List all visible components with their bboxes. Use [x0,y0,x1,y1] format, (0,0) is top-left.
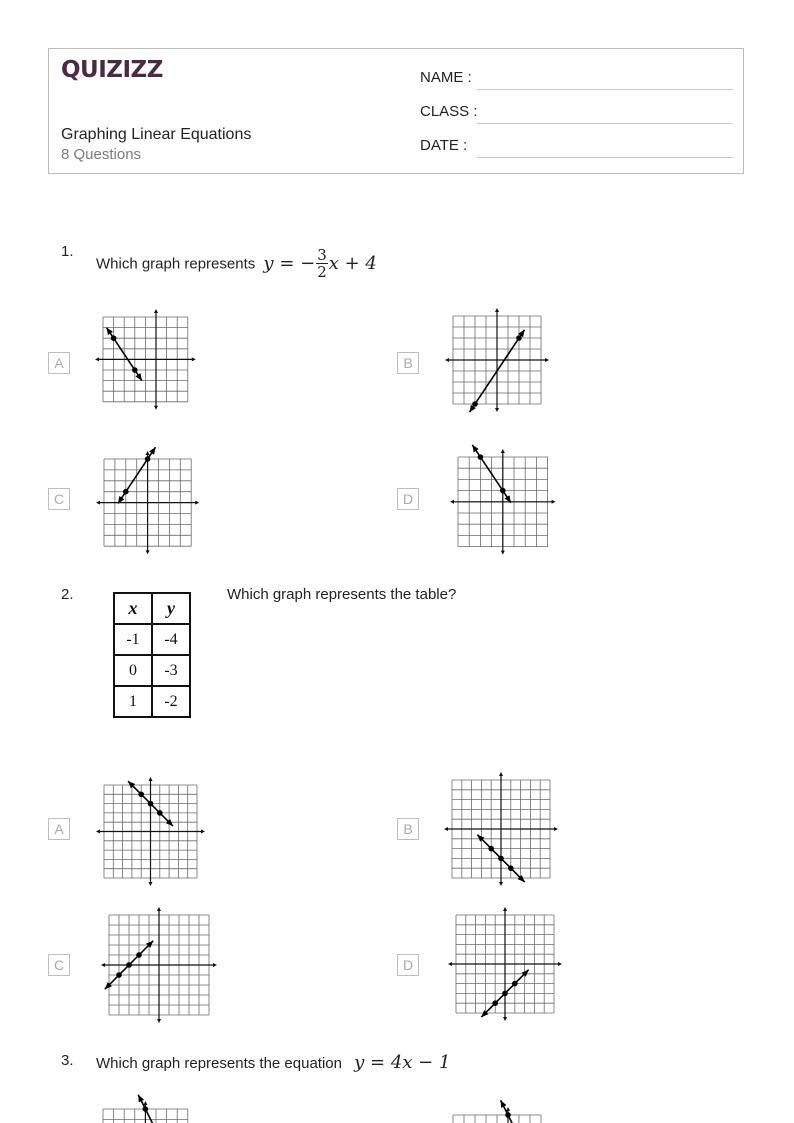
plotted-point [143,1106,149,1112]
equation-fraction [316,247,328,280]
q1-graph-d[interactable] [442,441,564,563]
q2-graph-a[interactable] [88,769,213,894]
graph-grid [444,772,558,886]
q1-option-c[interactable]: C [48,488,70,510]
line-arrowhead [135,373,141,380]
y-axis-arrow [149,882,153,886]
x-axis-arrow [96,830,100,834]
plotted-point [500,488,506,494]
plotted-point [111,335,117,341]
question-1-equation [263,246,377,281]
table-header-x: x [114,593,152,624]
question-2-text: Which graph represents the table? [227,586,457,603]
q2-option-d[interactable]: D [397,954,419,976]
q2-option-a[interactable]: A [48,818,70,840]
y-axis-arrow [503,1017,507,1021]
q1-option-a[interactable]: A [48,352,70,374]
table-cell: -4 [152,624,190,655]
plotted-point [138,792,144,798]
graph-grid [96,447,199,554]
x-axis-arrow [448,962,452,966]
graph-grid [445,308,549,412]
y-axis-arrow [154,406,158,410]
equation-lhs: y = 4 [354,1052,403,1073]
y-axis-arrow [499,882,503,886]
y-axis-arrow [157,1019,161,1023]
name-line[interactable] [477,89,733,90]
y-axis-arrow [154,309,158,313]
plotted-point [512,981,518,987]
x-axis-arrow [101,963,105,967]
date-label: DATE : [420,137,468,154]
q1-option-d[interactable]: D [397,488,419,510]
plotted-point [136,952,142,958]
plotted-point [116,972,122,978]
class-label: CLASS : [420,103,478,120]
question-1-number: 1. [61,243,74,260]
plotted-point [478,454,484,460]
worksheet-title: Graphing Linear Equations [61,126,252,143]
q1-graph-b[interactable] [437,300,557,420]
question-3-text [96,1052,450,1073]
x-axis-arrow [192,357,196,361]
plotted-point [488,846,494,852]
question-1-prompt: Which graph represents [96,255,256,273]
x-axis-arrow [95,357,99,361]
table-cell: -2 [152,686,190,717]
equation-rhs: x − 1 [402,1052,451,1073]
q2-option-b[interactable]: B [397,818,419,840]
plotted-point [502,991,508,997]
x-axis-arrow [552,500,556,504]
x-axis-arrow [558,962,562,966]
worksheet-header [48,48,744,174]
y-axis-arrow [143,1101,147,1105]
y-axis-arrow [506,1107,510,1111]
q1-graph-c[interactable] [88,443,207,562]
class-line[interactable] [477,123,733,124]
q2-graph-c[interactable] [93,899,225,1031]
question-1-text [96,247,377,280]
plotted-point [492,1000,498,1006]
table-cell: -1 [114,624,152,655]
q1-graph-a[interactable] [87,301,204,418]
equation-lhs: y = − [263,252,316,274]
graph-grid [101,907,217,1023]
y-axis-arrow [499,772,503,776]
table-cell: 0 [114,655,152,686]
plotted-point [498,856,504,862]
fraction-numerator: 3 [317,246,327,264]
graph-grid [445,1100,549,1123]
class-field[interactable] [420,103,733,123]
y-axis-arrow [146,451,150,455]
question-2-number: 2. [61,586,74,603]
q3-graph-a-partial[interactable] [87,1093,204,1123]
graph-grid [96,777,205,886]
plotted-point [126,962,132,968]
y-axis-arrow [503,907,507,911]
y-axis-arrow [146,550,150,554]
line-arrowhead [149,447,155,454]
y-axis-arrow [501,449,505,453]
graph-grid [448,907,562,1021]
y-axis-arrow [495,308,499,312]
date-line[interactable] [477,157,733,158]
question-3-number: 3. [61,1052,74,1069]
x-axis-arrow [445,358,449,362]
x-axis-arrow [195,501,199,505]
plotted-point [123,489,129,495]
y-axis-arrow [495,408,499,412]
line-arrowhead [107,328,113,335]
graph-grid [95,309,196,410]
question-count: 8 Questions [61,146,142,163]
name-label: NAME : [420,69,472,86]
plotted-point [132,367,138,373]
equation-rhs: x + 4 [328,252,377,274]
y-axis-arrow [149,777,153,781]
x-axis-arrow [96,501,100,505]
q3-graph-b-partial[interactable] [437,1099,557,1123]
y-axis-arrow [157,907,161,911]
plotted-point [505,1112,511,1118]
plotted-point [472,401,478,407]
x-axis-arrow [450,500,454,504]
x-axis-arrow [554,827,558,831]
x-axis-arrow [201,830,205,834]
graph-grid [450,445,556,555]
plotted-point [148,801,154,807]
table-cell: 1 [114,686,152,717]
xy-table [113,592,191,718]
q2-graph-d[interactable] [440,899,570,1029]
plotted-point [516,335,522,341]
plotted-point [145,456,151,462]
q2-option-c[interactable]: C [48,954,70,976]
graph-grid [95,1095,196,1123]
x-axis-arrow [213,963,217,967]
plotted-point [157,810,163,816]
date-field[interactable] [420,137,733,157]
question-3-prompt: Which graph represents the equation [96,1055,342,1072]
question-3-equation [354,1052,450,1073]
q2-graph-b[interactable] [436,764,566,894]
line-arrowhead [472,445,478,452]
q1-option-b[interactable]: B [397,352,419,374]
name-field[interactable] [420,69,733,89]
quizizz-logo: QUIZIZZ [61,57,163,83]
fraction-denominator: 2 [317,263,327,281]
plotted-point [508,865,514,871]
x-axis-arrow [444,827,448,831]
table-cell: -3 [152,655,190,686]
x-axis-arrow [545,358,549,362]
table-header-y: y [152,593,190,624]
y-axis-arrow [501,551,505,555]
